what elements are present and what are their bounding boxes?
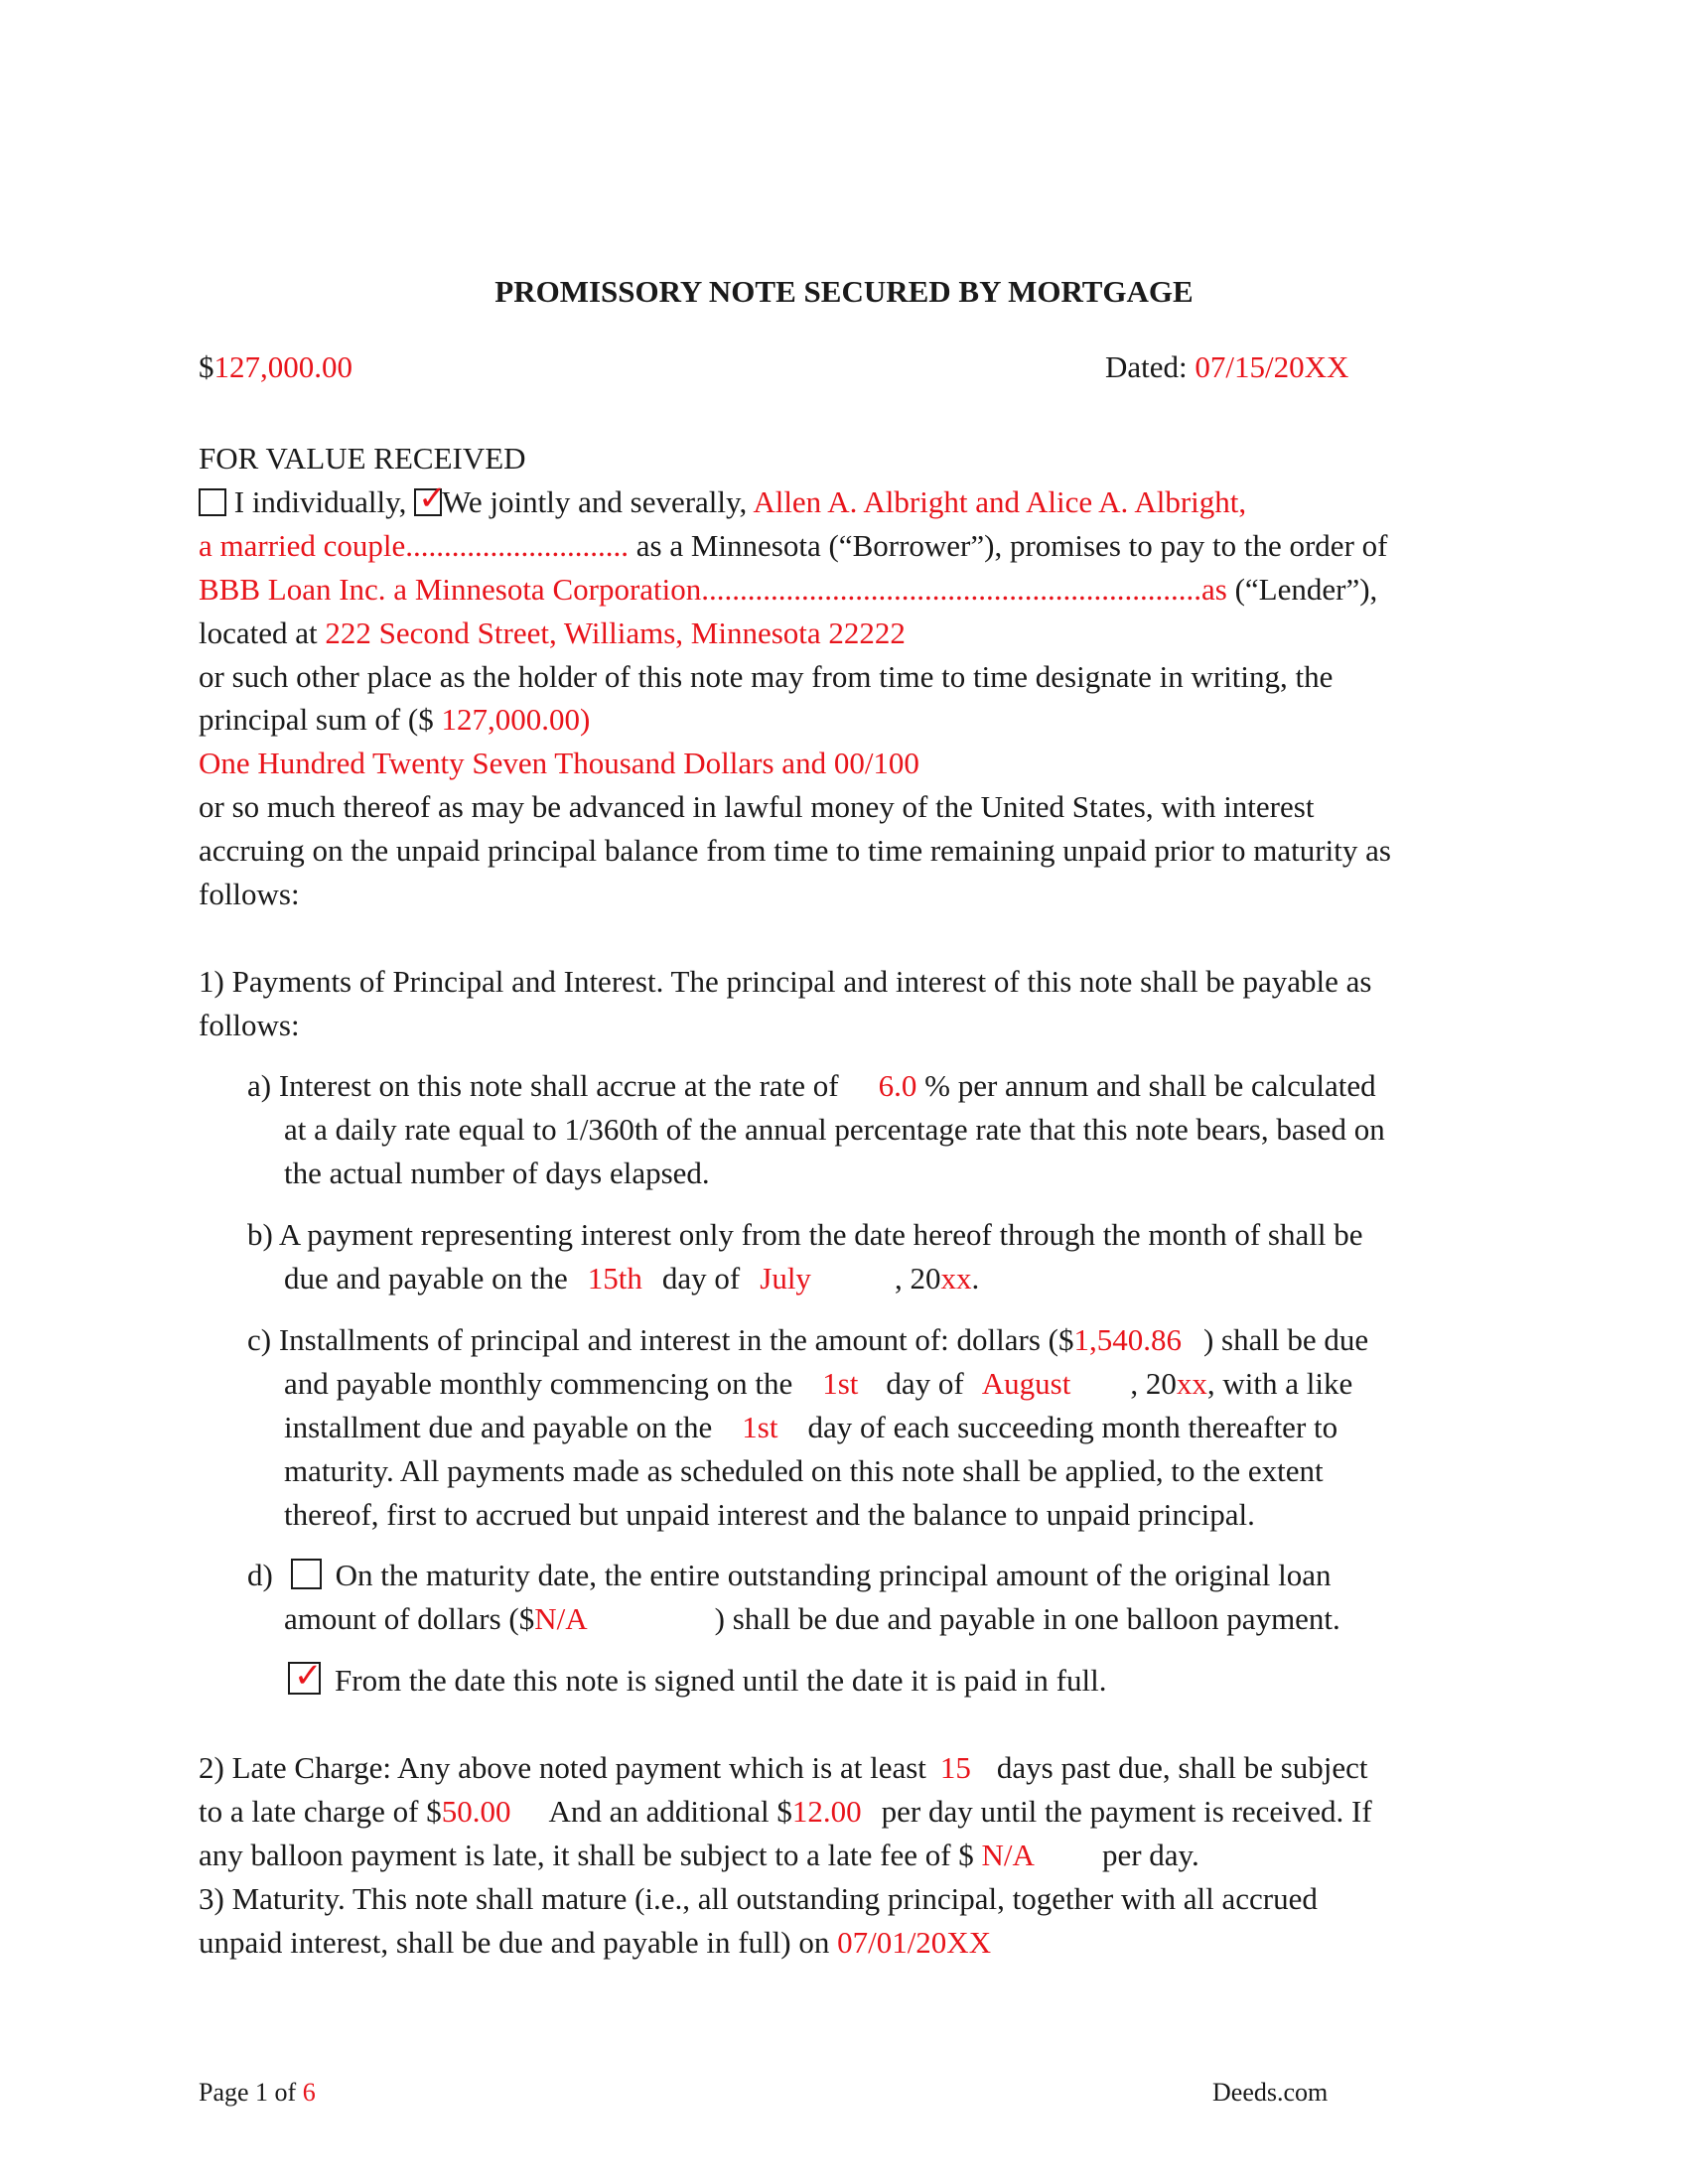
clause-c-installment: installment due and payable on the <box>284 1410 713 1444</box>
clause-c-line-2 <box>284 1366 1352 1402</box>
late-charge-amount-label: to a late charge of $ <box>199 1794 442 1829</box>
lender-line <box>199 572 1377 608</box>
late-charge-line-2 <box>199 1794 1372 1830</box>
clause-b-line-1: b) A payment representing interest only from the date hereof through the month of shall be <box>247 1217 1363 1252</box>
commencing-month[interactable]: August <box>981 1366 1071 1401</box>
interest-only-day[interactable]: 15th <box>587 1261 642 1296</box>
header-date <box>1105 349 1348 385</box>
check-icon: ✓ <box>418 480 447 517</box>
clause-c-line-3 <box>284 1410 1337 1445</box>
late-charge-line-1 <box>199 1750 1368 1786</box>
principal-value[interactable]: 127,000.00) <box>433 702 591 737</box>
clause-a-line-1 <box>247 1068 1376 1104</box>
page-number <box>199 2078 316 2108</box>
clause-b-text: due and payable on the <box>284 1261 568 1296</box>
late-charge-text-c: per day until the payment is received. If <box>881 1794 1372 1829</box>
clause-a-line-2: at a daily rate equal to 1/360th of the annual percentage rate that this note bears, based on <box>284 1112 1385 1147</box>
late-charge-text: 2) Late Charge: Any above noted payment which is at least <box>199 1750 926 1785</box>
late-charge-line-3 <box>199 1838 1199 1873</box>
clause-c-line-5: thereof, first to accrued but unpaid interest and the balance to unpaid principal. <box>284 1497 1255 1532</box>
dollar-sign: $ <box>199 349 214 384</box>
balloon-fee[interactable]: N/A <box>973 1838 1035 1872</box>
balloon-fee-suffix: per day. <box>1101 1838 1199 1872</box>
borrower-text: as a Minnesota (“Borrower”), promises to pay to the order of <box>629 528 1388 563</box>
individually-checkbox[interactable] <box>199 488 226 516</box>
commencing-day[interactable]: 1st <box>822 1366 859 1401</box>
clause-c-year-prefix: , 20 <box>1130 1366 1177 1401</box>
maturity-line-1: 3) Maturity. This note shall mature (i.e., all outstanding principal, together with all accrued <box>199 1881 1318 1916</box>
clause-d-text: On the maturity date, the entire outstanding principal amount of the original loan <box>335 1558 1332 1592</box>
borrower-desc[interactable]: a married couple............................. <box>199 528 630 563</box>
page-label: Page 1 of <box>199 2078 297 2107</box>
clause-a-line-3: the actual number of days elapsed. <box>284 1156 710 1190</box>
installment-day[interactable]: 1st <box>742 1410 778 1444</box>
clause-c-text-b: ) shall be due <box>1202 1322 1369 1357</box>
other-place: or such other place as the holder of this note may from time to time designate in writing, the <box>199 659 1334 694</box>
late-days[interactable]: 15 <box>939 1750 971 1785</box>
interest-only-year[interactable]: xx <box>940 1261 972 1296</box>
commencing-year[interactable]: xx <box>1176 1366 1207 1401</box>
maturity-date[interactable]: 07/01/20XX <box>837 1925 992 1960</box>
balloon-amount[interactable]: N/A <box>534 1601 588 1636</box>
maturity-text: unpaid interest, shall be due and payable in full) on <box>199 1925 838 1960</box>
advanced-line-1: or so much thereof as may be advanced in lawful money of the United States, with interest <box>199 789 1315 824</box>
late-charge-text-b: days past due, shall be subject <box>996 1750 1368 1785</box>
borrower-line <box>199 480 1247 520</box>
clause-c-day-of: day of <box>886 1366 964 1401</box>
jointly-label: We jointly and severally, <box>442 484 748 519</box>
paid-in-full-checkbox[interactable] <box>288 1658 323 1695</box>
balloon-checkbox[interactable] <box>291 1559 322 1589</box>
header-amount <box>199 349 352 385</box>
additional-label: And an additional $ <box>548 1794 792 1829</box>
advanced-line-2: accruing on the unpaid principal balance from time to time remaining unpaid prior to maturity as <box>199 833 1391 868</box>
principal-label: principal sum of ($ <box>199 702 434 737</box>
check-icon: ✓ <box>294 1658 323 1695</box>
principal-words[interactable]: One Hundred Twenty Seven Thousand Dollars and 00/100 <box>199 746 919 780</box>
for-value-received: FOR VALUE RECEIVED <box>199 441 526 476</box>
footer-site: Deeds.com <box>1212 2078 1329 2107</box>
clause-d-amount-label: amount of dollars ($ <box>284 1601 535 1636</box>
document-title: PROMISSORY NOTE SECURED BY MORTGAGE <box>494 274 1194 309</box>
borrower-desc-line <box>199 528 1387 564</box>
lender-text: (“Lender”), <box>1226 572 1378 607</box>
section1-heading-2: follows: <box>199 1008 300 1042</box>
dated-label: Dated: <box>1105 349 1188 384</box>
clause-b-day-of: day of <box>661 1261 741 1296</box>
clause-c-line-1 <box>247 1322 1368 1358</box>
clause-c-like: , with a like <box>1206 1366 1353 1401</box>
lender-name[interactable]: BBB Loan Inc. a Minnesota Corporation.................................................................as <box>199 572 1227 607</box>
dated-value[interactable]: 07/15/20XX <box>1195 349 1349 384</box>
interest-only-month[interactable]: July <box>760 1261 811 1296</box>
clause-c-commencing: and payable monthly commencing on the <box>284 1366 793 1401</box>
individually-label: I individually, <box>233 484 407 519</box>
clause-d-line-1 <box>247 1558 1332 1593</box>
clause-c-text: c) Installments of principal and interest in the amount of: dollars ($ <box>247 1322 1074 1357</box>
clause-d-full-text: From the date this note is signed until the date it is paid in full. <box>335 1663 1107 1698</box>
clause-d-line-3 <box>288 1658 1107 1699</box>
advanced-line-3: follows: <box>199 877 300 911</box>
total-pages: 6 <box>302 2078 316 2107</box>
clause-b-line-2 <box>284 1261 979 1297</box>
late-charge-amount[interactable]: 50.00 <box>441 1794 511 1829</box>
location-line <box>199 615 906 651</box>
section1-heading-1: 1) Payments of Principal and Interest. The principal and interest of this note shall be payable as <box>199 964 1372 999</box>
location-value[interactable]: 222 Second Street, Williams, Minnesota 22222 <box>325 615 906 650</box>
borrower-names[interactable]: Allen A. Albright and Alice A. Albright, <box>753 484 1247 519</box>
clause-c-line-4: maturity. All payments made as scheduled on this note shall be applied, to the extent <box>284 1453 1324 1488</box>
additional-amount[interactable]: 12.00 <box>791 1794 862 1829</box>
jointly-checkbox[interactable] <box>414 480 447 517</box>
header-amount-value[interactable]: 127,000.00 <box>213 349 352 384</box>
clause-a-text-b: % per annum and shall be calculated <box>924 1068 1376 1103</box>
interest-rate[interactable]: 6.0 <box>878 1068 917 1103</box>
clause-d-label: d) <box>247 1558 273 1592</box>
clause-a-text: a) Interest on this note shall accrue at the rate of <box>247 1068 839 1103</box>
clause-d-line-2 <box>284 1601 1340 1637</box>
principal-line <box>199 702 590 738</box>
balloon-fee-label: any balloon payment is late, it shall be subject to a late fee of $ <box>199 1838 974 1872</box>
installment-amount[interactable]: 1,540.86 <box>1073 1322 1182 1357</box>
maturity-line-2 <box>199 1925 991 1961</box>
clause-b-period: . <box>971 1261 980 1296</box>
clause-c-succeeding: day of each succeeding month thereafter to <box>807 1410 1338 1444</box>
located-label: located at <box>199 615 326 650</box>
clause-d-balloon-text: ) shall be due and payable in one balloon payment. <box>714 1601 1340 1636</box>
clause-b-year-prefix: , 20 <box>894 1261 941 1296</box>
